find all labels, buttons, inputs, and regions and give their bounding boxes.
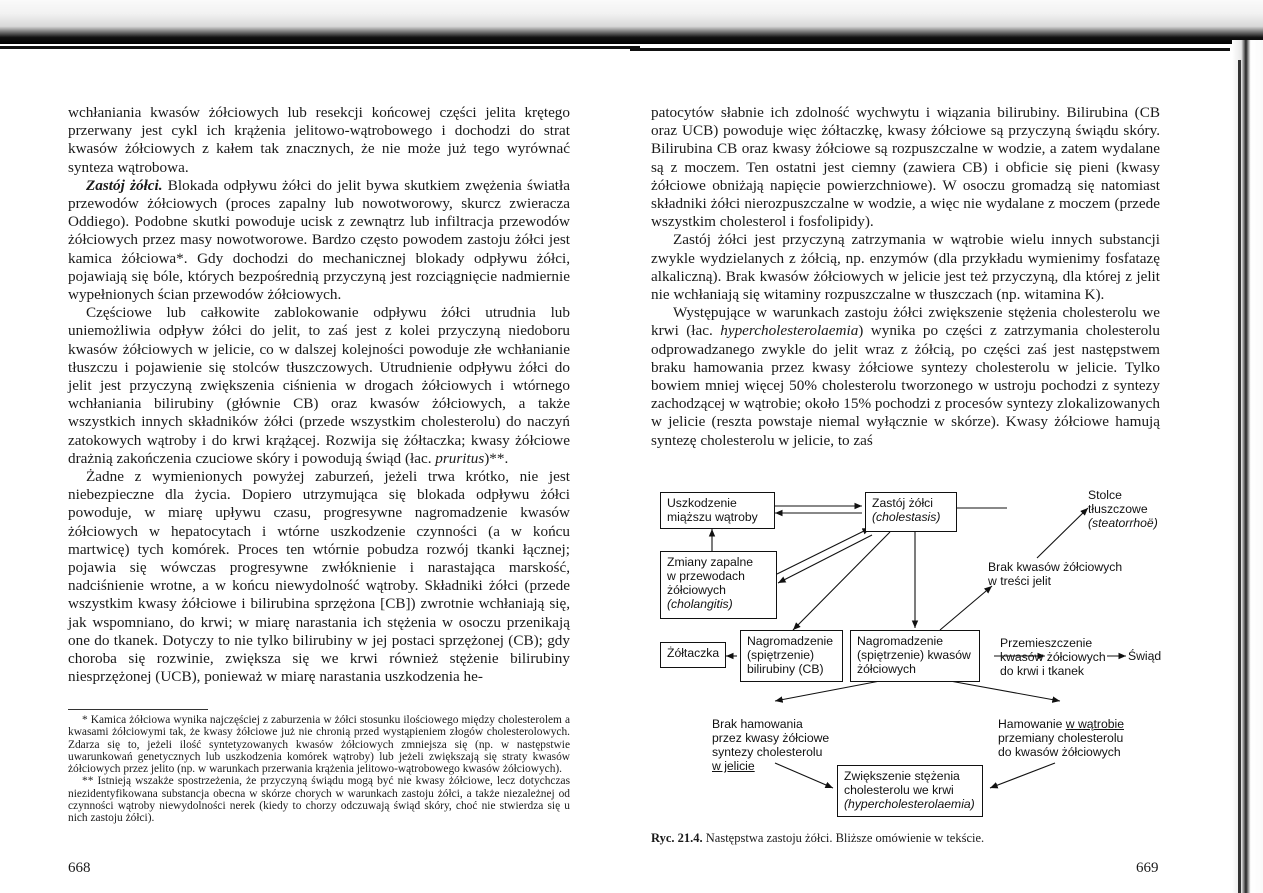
section-heading: Zastój żółci. bbox=[86, 176, 163, 194]
label-text bbox=[998, 717, 1170, 731]
scan-shadow bbox=[0, 0, 1263, 44]
box-cholangitis bbox=[660, 551, 777, 619]
page-top-rule-right bbox=[630, 48, 1230, 51]
label-no-inhibition bbox=[712, 717, 852, 773]
box-text: miąższu wątroby bbox=[667, 510, 758, 524]
paragraph-body: Blokada odpływu żółci do jelit bywa skutkiem zwężenia światła przewodów żółciowych (proces zapalny lub nowotworowy, skurcz zwieracza Oddiego). Podobne skutki powoduje ucisk z zewnątrz lub infiltracja przewodów żółciowych przez masy nowotworowe. Bardzo często powodem zastoju żółci jest kamica żółciowa*. Gdy dochodzi do mechanicznej blokady odpływu żółci, pojawiają się bóle, których bezpośrednią przyczyną jest rozciągnięcie nadmiernie wypełnionych ścian przewodów żółciowych. bbox=[68, 176, 570, 304]
label-text: do kwasów żółciowych bbox=[998, 745, 1121, 759]
label-text: do krwi i tkanek bbox=[1000, 664, 1084, 678]
latin-term: pruritus bbox=[435, 449, 485, 467]
footnote: ** Istnieją wszakże spostrzeżenia, że przyczyną świądu mogą być nie kwasy żółciowe, lecz dotychczas niezidentyfikowana substancja obecna w skórze chorych w warunkach zastoju żółci, a także niezależnej od czynności wątroby niewydolności nerek (kiedy to chorzy odczuwają świąd skóry, choć nie stwierdza się u nich zastoju żółci). bbox=[68, 775, 570, 825]
box-text: bilirubiny (CB) bbox=[747, 662, 824, 676]
paragraph-body: ) wynika po części z zatrzymania cholesterolu odprowadzanego zwykle do jelit wraz z żółcią, po części zaś jest następstwem braku hamowania przez kwasy żółciowe syntezy cholesterolu w jelicie. Tylko bowiem mniej więcej 50% cholesterolu tworzonego w ustroju pochodzi z syntezy zachodzącej w wątrobie; około 15% pochodzi z procesów syntezy zlokalizowanych w jelicie (reszta powstaje niemal wyłącznie w skórze). Kwasy żółciowe hamują syntezę cholesterolu w jelicie, to zaś bbox=[651, 322, 1161, 449]
box-text: (spiętrzenie) bbox=[747, 648, 815, 662]
label-text: przez kwasy żółciowe bbox=[712, 731, 830, 745]
left-page-text bbox=[68, 104, 570, 687]
figure-caption bbox=[651, 831, 984, 846]
box-text: Nagromadzenie bbox=[747, 634, 834, 648]
box-text: (hypercholesterolaemia) bbox=[844, 797, 975, 811]
box-text: (spiętrzenie) kwasów bbox=[857, 648, 971, 662]
paragraph-body: Częściowe lub całkowite zablokowanie odpływu żółci utrudnia lub uniemożliwia odpływ żółci do jelit, to zaś jest z kolei przyczyną niedoboru kwasów żółciowych w jelicie, co w dalszej kolejności powoduje złe wchłanianie tłuszczu i pojawienie się stolców tłuszczowych. Utrudnienie odpływu żółci do jelit jest przyczyną zwiększenia ciśnienia w drogach żółciowych i wtórnego wchłaniania bilirubiny (głównie CB) oraz kwasów żółciowych, a także wszystkich innych składników żółci (przede wszystkim cholesterolu) do naczyń zatokowych wątroby i do krwi krążącej. Rozwija się żółtaczka; kwasy żółciowe drażnią zakończenia czuciowe skóry i powodują świąd (łac. bbox=[68, 304, 570, 467]
label-no-bile-acids bbox=[988, 560, 1158, 588]
label-text: tłuszczowe bbox=[1088, 502, 1148, 516]
page-top-rule-left bbox=[0, 46, 640, 49]
label-text: w treści jelit bbox=[988, 574, 1051, 588]
paragraph-body: )**. bbox=[484, 449, 509, 467]
page-number-left: 668 bbox=[68, 860, 91, 876]
label-text-part: Hamowanie bbox=[998, 717, 1066, 731]
paragraph-body: Występujące w warunkach zastoju żółci zwiększenie stężenia cholesterolu we krwi (łac. bbox=[651, 304, 1160, 340]
label-text: kwasów żółciowych bbox=[1000, 650, 1106, 664]
figure-caption-text: Następstwa zastoju żółci. Bliższe omówienie w tekście. bbox=[702, 831, 985, 845]
page-number-right: 669 bbox=[1136, 860, 1159, 876]
label-steatorrhoea bbox=[1088, 488, 1170, 530]
paragraph bbox=[651, 304, 1160, 450]
label-text: Brak kwasów żółciowych bbox=[988, 560, 1123, 574]
latin-term: hypercholesterolaemia bbox=[720, 322, 859, 340]
label-text: Stolce bbox=[1088, 488, 1122, 502]
box-text: w przewodach bbox=[667, 569, 745, 583]
paragraph bbox=[68, 177, 570, 304]
box-text: Uszkodzenie bbox=[667, 496, 737, 510]
right-page-text bbox=[651, 104, 1160, 450]
box-cholestasis bbox=[865, 492, 957, 532]
box-liver-damage bbox=[660, 492, 775, 529]
label-text-part: w wątrobie bbox=[1065, 717, 1125, 731]
box-text: Zwiększenie stężenia bbox=[844, 769, 960, 783]
label-text: Przemieszczenie bbox=[1000, 636, 1093, 650]
paragraph: wchłaniania kwasów żółciowych lub resekcji końcowej części jelita krętego przerwany jest cykl ich krążenia jelitowo-wątrobowego i dochodzi do strat kwasów żółciowych z kałem tak znacznych, że nie może już tego wyrównać synteza wątrobowa. bbox=[68, 104, 570, 176]
footnotes bbox=[68, 709, 570, 825]
label-text: przemiany cholesterolu bbox=[998, 731, 1124, 745]
box-text: Zmiany zapalne bbox=[667, 555, 754, 569]
label-inhibition-liver bbox=[998, 717, 1170, 759]
box-text: żółciowych bbox=[667, 583, 726, 597]
box-hypercholesterolaemia bbox=[837, 765, 983, 817]
box-text: (cholangitis) bbox=[667, 597, 733, 611]
figure-label: Ryc. 21.4. bbox=[651, 831, 703, 845]
label-bile-acid-shift bbox=[1000, 636, 1110, 678]
box-bilirubin-accumulation bbox=[740, 630, 843, 682]
label-text: (steatorrhoë) bbox=[1088, 516, 1158, 530]
paragraph bbox=[68, 304, 570, 468]
box-text: cholesterolu we krwi bbox=[844, 783, 954, 797]
box-jaundice bbox=[660, 642, 726, 668]
box-text: Żółtaczka bbox=[667, 646, 720, 660]
label-pruritus: Świąd bbox=[1128, 649, 1162, 663]
box-text: Nagromadzenie bbox=[857, 634, 944, 648]
paragraph: Zastój żółci jest przyczyną zatrzymania w wątrobie wielu innych substancji zwykle wydzielanych z żółcią, np. enzymów (dla przykładu wymienimy fosfatazę alkaliczną). Brak kwasów żółciowych w jelicie jest też przyczyną, dla której z jelit nie wchłaniają się witaminy rozpuszczalne w tłuszczach (np. witamina K). bbox=[651, 231, 1160, 304]
book-edge-line bbox=[1238, 60, 1241, 893]
footnote: * Kamica żółciowa wynika najczęściej z zaburzenia w żółci stosunku ilościowego między cholesterolem a kwasami żółciowymi tak, że kwasy żółciowe już nie chronią przed wystąpieniem złogów cholesterolowych. Zdarza się to, jeżeli ilość syntetyzowanych kwasów żółciowych zmniejsza się (np. w następstwie uwarunkowań genetycznych lub uszkodzenia komórek wątroby) lub jeżeli zwiększają się straty kwasów żółciowych przez jelito (np. w warunkach przerwania krążenia jelitowo-wątrobowego kwasów żółciowych). bbox=[68, 714, 570, 776]
label-text: syntezy cholesterolu bbox=[712, 745, 823, 759]
label-text: Brak hamowania bbox=[712, 717, 803, 731]
box-text: żółciowych bbox=[857, 662, 916, 676]
cholestasis-diagram bbox=[650, 478, 1170, 818]
box-text: Zastój żółci bbox=[872, 496, 933, 510]
paragraph: Żadne z wymienionych powyżej zaburzeń, jeżeli trwa krótko, nie jest niebezpieczne dla życia. Dopiero utrzymująca się blokada odpływu żółci powoduje, w miarę upływu czasu, progresywne nagromadzenie kwasów żółciowych w hepatocytach i wtórne uszkodzenie czynności (a w końcu martwicę) tych komórek. Proces ten wtórnie pobudza rozwój tkanki łącznej; pojawia się wówczas progresywne zwłóknienie i narastająca marskość, nadciśnienie wrotne, a w końcu niewydolność wątroby. Składniki żółci (przede wszystkim kwasy żółciowe i bilirubina sprzężona [CB]) zwrotnie wchłaniają się, jak wspomniano, do krwi; w miarę narastania ich stężenia w osoczu przenikają one do tkanek. Dotyczy to nie tylko bilirubiny w jej postaci sprzężonej (CB); gdy choroba się rozwinie, zwiększa się we krwi również stężenie bilirubiny niesprzężonej (UCB), ponieważ w miarę narastania uszkodzenia he- bbox=[68, 468, 570, 686]
box-bile-acid-accumulation bbox=[850, 630, 980, 682]
label-text: w jelicie bbox=[712, 759, 755, 773]
paragraph: patocytów słabnie ich zdolność wychwytu i wiązania bilirubiny. Bilirubina (CB oraz UCB) powoduje więc żółtaczkę, kwasy żółciowe są przyczyną świądu skóry. Bilirubina CB oraz kwasy żółciowe są rozpuszczalne w wodzie, a zatem wydalane są z moczem. Ten ostatni jest ciemny (zawiera CB) i obficie się pieni (kwasy żółciowe obniżają napięcie powierzchniowe). W osoczu gromadzą się natomiast składniki żółci nierozpuszczalne w wodzie, a więc nie wydalane z moczem (przede wszystkim cholesterol i fosfolipidy). bbox=[651, 104, 1160, 231]
book-edge bbox=[1232, 40, 1263, 893]
box-text: (cholestasis) bbox=[872, 510, 941, 524]
footnote-separator bbox=[68, 709, 208, 710]
